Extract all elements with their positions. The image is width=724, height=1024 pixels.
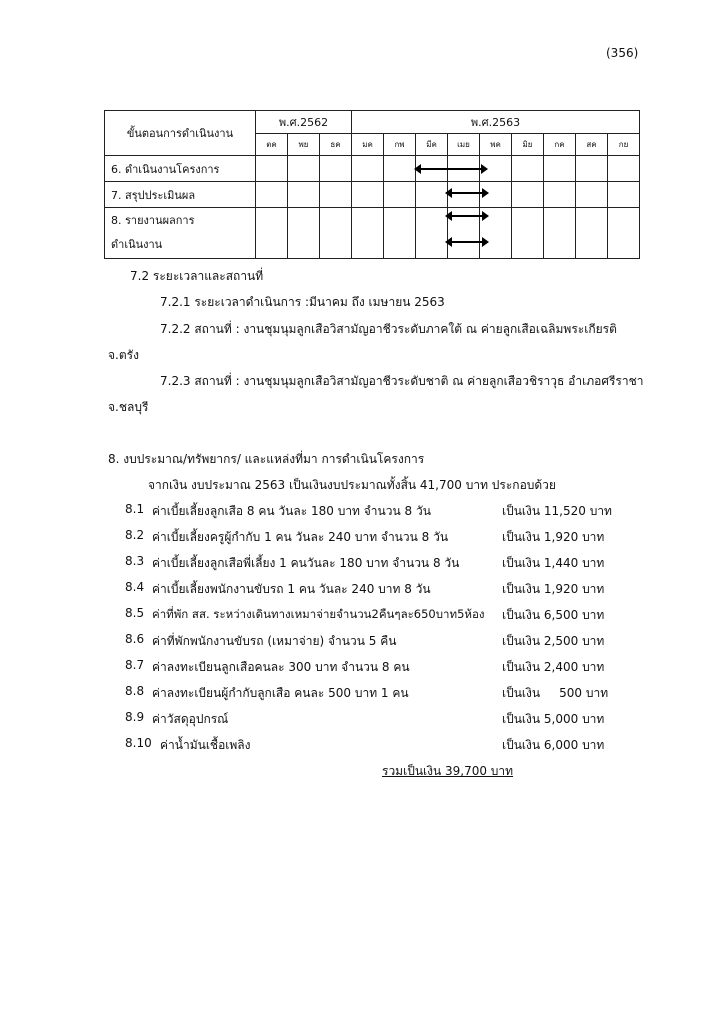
budget-item-amount: เป็นเงิน 2,500 บาท bbox=[502, 634, 605, 648]
budget-item-desc: ค่าเบี้ยเลี้ยงพนักงานขับรถ 1 คน วันละ 240 บาท 8 วัน bbox=[152, 582, 431, 596]
task-label bbox=[105, 208, 256, 259]
section-7-2-heading: 7.2 ระยะเวลาและสถานที่ bbox=[130, 269, 264, 283]
month-header: เมย bbox=[448, 134, 480, 156]
section-7-2-2: 7.2.2 สถานที่ : งานชุมนุมลูกเสือวิสามัญอาชีวระดับภาคใต้ ณ ค่ายลูกเสือเฉลิมพระเกียรติ bbox=[160, 322, 617, 336]
task-label: 6. ดำเนินงานโครงการ bbox=[105, 156, 256, 182]
budget-item-no: 8.10 bbox=[125, 736, 152, 750]
month-header: พค bbox=[480, 134, 512, 156]
month-header: กค bbox=[544, 134, 576, 156]
budget-item-no: 8.1 bbox=[125, 502, 145, 516]
page-number: (356) bbox=[606, 46, 639, 60]
budget-total: รวมเป็นเงิน 39,700 บาท bbox=[382, 764, 514, 778]
section-7-2-3-cont: จ.ชลบุรี bbox=[108, 400, 149, 414]
month-header: มค bbox=[352, 134, 384, 156]
budget-item-desc: ค่าลงทะเบียนผู้กำกับลูกเสือ คนละ 500 บาท 1 คน bbox=[152, 686, 409, 700]
table-row bbox=[105, 182, 640, 208]
budget-item-desc: ค่าลงทะเบียนลูกเสือคนละ 300 บาท จำนวน 8 คน bbox=[152, 660, 410, 674]
budget-item-no: 8.3 bbox=[125, 554, 145, 568]
budget-item-amount: เป็นเงิน 6,000 บาท bbox=[502, 738, 605, 752]
task-label: 7. สรุปประเมินผล bbox=[105, 182, 256, 208]
budget-item-amount: เป็นเงิน 11,520 บาท bbox=[502, 504, 612, 518]
month-header: มิย bbox=[512, 134, 544, 156]
month-header: ธค bbox=[320, 134, 352, 156]
header-year-2562: พ.ศ.2562 bbox=[256, 111, 352, 134]
budget-item-amount: เป็นเงิน 1,920 บาท bbox=[502, 582, 605, 596]
budget-item-amount: เป็นเงิน 500 บาท bbox=[502, 686, 609, 700]
budget-item-no: 8.6 bbox=[125, 632, 145, 646]
budget-item-desc: ค่าเบี้ยเลี้ยงครูผู้กำกับ 1 คน วันละ 240 บาท จำนวน 8 วัน bbox=[152, 530, 449, 544]
budget-item-desc: ค่าวัสดุอุปกรณ์ bbox=[152, 712, 229, 726]
budget-item-desc: ค่าที่พักพนักงานขับรถ (เหมาจ่าย) จำนวน 5 คืน bbox=[152, 634, 397, 648]
timeline-arrow-task-8a bbox=[445, 211, 489, 221]
budget-item-no: 8.4 bbox=[125, 580, 145, 594]
budget-item-desc: ค่าน้ำมันเชื้อเพลิง bbox=[160, 738, 251, 752]
section-7-2-1: 7.2.1 ระยะเวลาดำเนินการ :มีนาคม ถึง เมษายน 2563 bbox=[160, 295, 445, 309]
section-7-2-3: 7.2.3 สถานที่ : งานชุมนุมลูกเสือวิสามัญอาชีวระดับชาติ ณ ค่ายลูกเสือวชิราวุธ อำเภอศรีราชา bbox=[160, 374, 644, 388]
budget-item-no: 8.5 bbox=[125, 606, 145, 620]
month-header: ตค bbox=[256, 134, 288, 156]
header-step: ขั้นตอนการดำเนินงาน bbox=[105, 111, 256, 156]
budget-item-amount: เป็นเงิน 6,500 บาท bbox=[502, 608, 605, 622]
budget-item-amount: เป็นเงิน 5,000 บาท bbox=[502, 712, 605, 726]
section-8-intro: จากเงิน งบประมาณ 2563 เป็นเงินงบประมาณทั้งสิ้น 41,700 บาท ประกอบด้วย bbox=[148, 478, 556, 492]
timeline-arrow-task-7 bbox=[445, 188, 489, 198]
section-7-2-2-cont: จ.ตรัง bbox=[108, 348, 139, 362]
timeline-arrow-task-6 bbox=[414, 164, 488, 174]
month-header: มีค bbox=[416, 134, 448, 156]
budget-item-amount: เป็นเงิน 2,400 บาท bbox=[502, 660, 605, 674]
timeline-arrow-task-8b bbox=[445, 237, 489, 247]
budget-item-desc: ค่าเบี้ยเลี้ยงลูกเสือพี่เลี้ยง 1 คนวันละ 180 บาท จำนวน 8 วัน bbox=[152, 556, 460, 570]
month-header: สค bbox=[576, 134, 608, 156]
schedule-table bbox=[104, 110, 640, 259]
task-label-line-1: 8. รายงานผลการ bbox=[111, 214, 195, 227]
task-label-line-2: ดำเนินงาน bbox=[111, 238, 163, 251]
budget-item-no: 8.7 bbox=[125, 658, 145, 672]
header-year-2563: พ.ศ.2563 bbox=[352, 111, 640, 134]
budget-item-desc: ค่าเบี้ยเลี้ยงลูกเสือ 8 คน วันละ 180 บาท จำนวน 8 วัน bbox=[152, 504, 431, 518]
budget-item-no: 8.2 bbox=[125, 528, 145, 542]
month-header: กย bbox=[608, 134, 640, 156]
table-row bbox=[105, 156, 640, 182]
budget-item-amount: เป็นเงิน 1,920 บาท bbox=[502, 530, 605, 544]
budget-item-no: 8.8 bbox=[125, 684, 145, 698]
section-8-heading: 8. งบประมาณ/ทรัพยากร/ และแหล่งที่มา การดำเนินโครงการ bbox=[108, 452, 425, 466]
month-header: พย bbox=[288, 134, 320, 156]
table-row bbox=[105, 208, 640, 259]
month-header: กพ bbox=[384, 134, 416, 156]
budget-item-amount: เป็นเงิน 1,440 บาท bbox=[502, 556, 605, 570]
budget-item-desc: ค่าที่พัก สส. ระหว่างเดินทางเหมาจ่ายจำนวน2คืนๆละ650บาท5ห้อง bbox=[152, 607, 485, 621]
budget-item-no: 8.9 bbox=[125, 710, 145, 724]
